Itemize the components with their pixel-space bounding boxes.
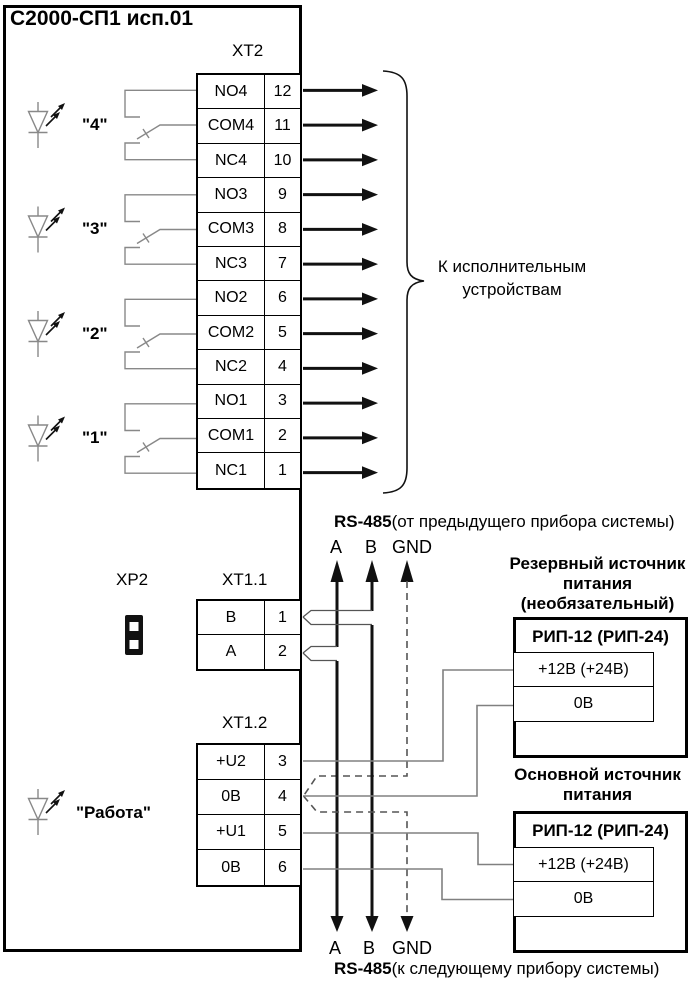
rs485-gnd-upper-wire (304, 581, 408, 796)
output-arrow (303, 362, 378, 375)
terminal-label: 0В (198, 850, 265, 885)
terminal-number: 11 (274, 117, 291, 135)
terminal-label: COM3 (198, 213, 265, 246)
terminal-number: 6 (278, 858, 287, 876)
led-label-1: "1" (82, 428, 108, 447)
terminal-label: 0В (198, 780, 265, 814)
terminal-number: 7 (278, 254, 287, 272)
terminal-number: 1 (278, 461, 287, 479)
xt11-terminal-block (196, 599, 302, 671)
rs485-a-up-arrowhead (331, 560, 344, 582)
terminal-label: NO3 (198, 178, 265, 211)
brace (383, 71, 424, 493)
xt2-label: XT2 (232, 41, 264, 60)
terminal-label: 0В (573, 695, 594, 712)
rs485-b-down-arrowhead (366, 916, 379, 932)
rs485-name: RS-485 (334, 512, 392, 531)
rs485-b-up-arrowhead (366, 560, 379, 582)
reserve-psu-header-line2: питания (562, 574, 633, 593)
main-psu-box (513, 811, 688, 953)
terminal-label: NC4 (198, 144, 265, 177)
table-row (198, 247, 300, 281)
output-arrow (303, 84, 378, 97)
terminal-label: COM2 (198, 316, 265, 349)
xt12-label: XT1.2 (222, 713, 268, 732)
xt11-label: XT1.1 (222, 570, 268, 589)
led-label-work: "Работа" (76, 803, 151, 822)
terminal-label: +U2 (198, 745, 265, 779)
led-label-3: "3" (82, 219, 108, 238)
main-psu-title: РИП-12 (РИП-24) (532, 820, 669, 840)
terminal-number: 6 (278, 289, 287, 307)
main-psu-header (500, 765, 695, 805)
terminal-number: 3 (278, 753, 287, 770)
rs485-gnd-down-arrowhead (401, 916, 414, 932)
output-arrow (303, 119, 378, 132)
xp2-label: XP2 (116, 570, 149, 589)
terminal-number: 4 (278, 357, 287, 375)
terminal-label: А (198, 635, 265, 669)
output-arrow (303, 327, 378, 340)
terminal-label: 0В (573, 890, 594, 907)
terminal-number: 2 (278, 426, 287, 444)
terminal-label: COM1 (198, 419, 265, 452)
table-row (198, 213, 300, 247)
rs485-top-a-label: A (330, 537, 343, 557)
led-label-4: "4" (82, 115, 108, 134)
rs485-a-down-arrowhead (331, 916, 344, 932)
terminal-label: COM4 (198, 109, 265, 142)
reserve-psu-header (500, 554, 695, 614)
table-row (198, 453, 300, 487)
table-row (198, 178, 300, 212)
table-row (198, 281, 300, 315)
table-row (198, 780, 300, 815)
table-row (198, 635, 300, 669)
table-row (198, 601, 300, 635)
terminal-number: 4 (278, 788, 287, 805)
outputs-note-line2: устройствам (462, 280, 562, 299)
terminal-label: NO1 (198, 385, 265, 418)
terminal-label: NO2 (198, 281, 265, 314)
reserve-psu-header-line3: (необязательный) (520, 594, 675, 613)
terminal-number: 10 (273, 151, 292, 169)
terminal-label: +U1 (198, 815, 265, 849)
terminal-number: 5 (278, 823, 287, 840)
outputs-note-line1: К исполнительным (437, 257, 587, 276)
reserve-psu-title: РИП-12 (РИП-24) (532, 626, 669, 646)
terminal-label: NC2 (198, 350, 265, 383)
reserve-psu-terminals (513, 652, 654, 722)
rs485-gnd-lower-wire (304, 796, 408, 914)
terminal-number: 3 (278, 392, 287, 410)
xt2-terminal-block (196, 73, 302, 490)
wire-u1-to-main-plus (303, 833, 513, 865)
rs485-top-gnd-label: GND (392, 537, 432, 557)
rs485-bottom-b-label: B (363, 938, 376, 958)
fork-terminal-b (303, 611, 372, 625)
table-row (198, 75, 300, 109)
table-row (198, 144, 300, 178)
outputs-note (427, 255, 597, 301)
output-arrow (303, 258, 378, 271)
terminal-number: 2 (278, 643, 287, 660)
rs485-bottom-caption (334, 959, 659, 979)
output-arrow (303, 466, 378, 479)
rs485-top-note: (от предыдущего прибора системы) (391, 512, 675, 531)
fork-terminal-a (303, 647, 337, 661)
table-row (198, 316, 300, 350)
output-arrow (303, 397, 378, 410)
rs485-top-caption (334, 512, 675, 532)
main-psu-header-line1: Основной источник (514, 765, 681, 784)
rs485-top-b-label: B (365, 537, 378, 557)
terminal-number: 1 (278, 608, 287, 626)
rs485-bottom-a-label: A (329, 938, 342, 958)
rs485-bottom-gnd-label: GND (392, 938, 432, 958)
terminal-label: NC1 (198, 453, 265, 487)
device-title: С2000-СП1 исп.01 (10, 7, 194, 30)
wire-0v-to-main-0v (303, 869, 513, 900)
terminal-label: NO4 (198, 75, 265, 108)
rs485-gnd-up-arrowhead (401, 560, 414, 582)
table-row (198, 745, 300, 780)
output-arrow (303, 188, 378, 201)
main-psu-header-line2: питания (562, 785, 633, 804)
output-arrow (303, 293, 378, 306)
xt12-terminal-block (196, 743, 302, 887)
led-label-2: "2" (82, 324, 108, 343)
wire-0v-to-reserve-0v (303, 706, 513, 797)
rs485-bottom-note: (к следующему прибору системы) (391, 959, 660, 978)
reserve-psu-box (513, 617, 688, 758)
output-arrow (303, 154, 378, 167)
terminal-label: NC3 (198, 247, 265, 280)
table-row (198, 350, 300, 384)
table-row (198, 385, 300, 419)
table-row (198, 109, 300, 143)
reserve-psu-header-line1: Резервный источник (509, 554, 686, 573)
terminal-label: +12В (+24В) (514, 653, 653, 687)
table-row (198, 419, 300, 453)
terminal-label: В (198, 601, 265, 634)
table-row (198, 815, 300, 850)
terminal-label: +12В (+24В) (514, 848, 653, 882)
terminal-number: 8 (278, 220, 287, 238)
terminal-number: 12 (273, 82, 292, 100)
output-arrow (303, 223, 378, 236)
terminal-number: 9 (278, 185, 287, 203)
output-arrow (303, 432, 378, 445)
wire-u2-to-reserve-plus (303, 670, 513, 761)
main-psu-terminals (513, 847, 654, 917)
table-row (198, 850, 300, 885)
rs485-name: RS-485 (334, 959, 392, 978)
terminal-number: 5 (278, 323, 287, 341)
